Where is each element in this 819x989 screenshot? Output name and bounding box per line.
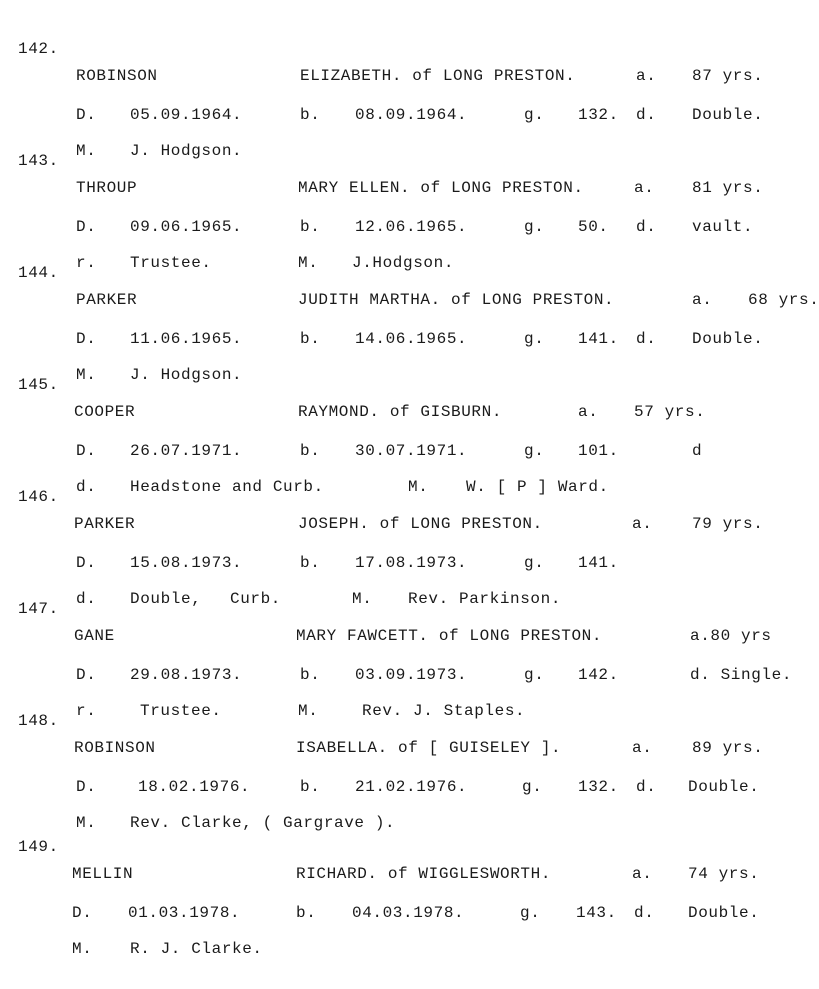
forename-and-place: ISABELLA. of [ GUISELEY ]. bbox=[296, 739, 562, 757]
entry-note: J. Hodgson. bbox=[130, 142, 243, 160]
grave-prefix: g. bbox=[524, 106, 545, 124]
burial-date: 04.03.1978. bbox=[352, 904, 465, 922]
surname: ROBINSON bbox=[74, 739, 156, 757]
death-prefix: D. bbox=[76, 666, 97, 684]
grave-number: 142. bbox=[578, 666, 619, 684]
entry-note: M. bbox=[298, 254, 319, 272]
death-date: 26.07.1971. bbox=[130, 442, 243, 460]
death-prefix: D. bbox=[76, 554, 97, 572]
burial-prefix: b. bbox=[296, 904, 317, 922]
forename-and-place: MARY FAWCETT. of LONG PRESTON. bbox=[296, 627, 603, 645]
age-prefix: a. bbox=[578, 403, 599, 421]
entry-note: r. bbox=[76, 254, 97, 272]
depth-prefix: d. bbox=[636, 778, 657, 796]
entry-note: M. bbox=[76, 142, 97, 160]
entry-note: Trustee. bbox=[140, 702, 222, 720]
burial-prefix: b. bbox=[300, 666, 321, 684]
forename-and-place: JUDITH MARTHA. of LONG PRESTON. bbox=[298, 291, 615, 309]
depth-value: Double. bbox=[688, 778, 760, 796]
surname: ROBINSON bbox=[76, 67, 158, 85]
age: 68 yrs. bbox=[748, 291, 819, 309]
age-prefix: a. bbox=[632, 865, 653, 883]
grave-number: 101. bbox=[578, 442, 619, 460]
entry-note: d. bbox=[76, 590, 97, 608]
entry-note: M. bbox=[408, 478, 429, 496]
forename-and-place: JOSEPH. of LONG PRESTON. bbox=[298, 515, 543, 533]
burial-prefix: b. bbox=[300, 554, 321, 572]
death-prefix: D. bbox=[76, 778, 97, 796]
grave-number: 141. bbox=[578, 330, 619, 348]
depth-value: vault. bbox=[692, 218, 754, 236]
death-date: 15.08.1973. bbox=[130, 554, 243, 572]
burial-date: 30.07.1971. bbox=[355, 442, 468, 460]
entry-note: Rev. Parkinson. bbox=[408, 590, 562, 608]
grave-number: 143. bbox=[576, 904, 617, 922]
entry-note: Headstone and Curb. bbox=[130, 478, 324, 496]
depth-value: Double. bbox=[692, 106, 764, 124]
surname: MELLIN bbox=[72, 865, 134, 883]
depth-value: Double. bbox=[688, 904, 760, 922]
entry-number: 149. bbox=[18, 838, 59, 856]
death-date: 29.08.1973. bbox=[130, 666, 243, 684]
grave-prefix: g. bbox=[524, 442, 545, 460]
death-date: 09.06.1965. bbox=[130, 218, 243, 236]
entry-note: J. Hodgson. bbox=[130, 366, 243, 384]
death-prefix: D. bbox=[76, 330, 97, 348]
forename-and-place: RICHARD. of WIGGLESWORTH. bbox=[296, 865, 552, 883]
entry-number: 147. bbox=[18, 600, 59, 618]
surname: COOPER bbox=[74, 403, 136, 421]
death-prefix: D. bbox=[76, 442, 97, 460]
surname: GANE bbox=[74, 627, 115, 645]
surname: THROUP bbox=[76, 179, 138, 197]
burial-date: 03.09.1973. bbox=[355, 666, 468, 684]
entry-number: 146. bbox=[18, 488, 59, 506]
entry-note: r. bbox=[76, 702, 97, 720]
depth-value: d. Single. bbox=[690, 666, 793, 684]
death-date: 05.09.1964. bbox=[130, 106, 243, 124]
burial-prefix: b. bbox=[300, 778, 321, 796]
age: 81 yrs. bbox=[692, 179, 764, 197]
burial-date: 12.06.1965. bbox=[355, 218, 468, 236]
entry-note: M. bbox=[76, 814, 97, 832]
entry-note: d. bbox=[76, 478, 97, 496]
forename-and-place: RAYMOND. of GISBURN. bbox=[298, 403, 503, 421]
depth-prefix: d. bbox=[636, 330, 657, 348]
age-prefix: a. bbox=[634, 179, 655, 197]
age: 79 yrs. bbox=[692, 515, 764, 533]
entry-note: M. bbox=[72, 940, 93, 958]
grave-number: 132. bbox=[578, 106, 619, 124]
age-prefix: a. bbox=[632, 515, 653, 533]
age: 87 yrs. bbox=[692, 67, 764, 85]
age: 74 yrs. bbox=[688, 865, 760, 883]
entry-number: 143. bbox=[18, 152, 59, 170]
burial-prefix: b. bbox=[300, 442, 321, 460]
entry-note: M. bbox=[352, 590, 373, 608]
depth-value: Double. bbox=[692, 330, 764, 348]
burial-prefix: b. bbox=[300, 330, 321, 348]
depth-prefix: d bbox=[692, 442, 703, 460]
entry-number: 148. bbox=[18, 712, 59, 730]
grave-prefix: g. bbox=[522, 778, 543, 796]
age: 57 yrs. bbox=[634, 403, 706, 421]
entry-note: M. bbox=[298, 702, 319, 720]
forename-and-place: MARY ELLEN. of LONG PRESTON. bbox=[298, 179, 584, 197]
entry-note: Rev. Clarke, ( Gargrave ). bbox=[130, 814, 396, 832]
entry-number: 145. bbox=[18, 376, 59, 394]
depth-prefix: d. bbox=[634, 904, 655, 922]
entry-number: 144. bbox=[18, 264, 59, 282]
burial-date: 14.06.1965. bbox=[355, 330, 468, 348]
grave-prefix: g. bbox=[520, 904, 541, 922]
depth-prefix: d. bbox=[636, 218, 657, 236]
death-date: 01.03.1978. bbox=[128, 904, 241, 922]
entry-note: Trustee. bbox=[130, 254, 212, 272]
grave-number: 141. bbox=[578, 554, 619, 572]
grave-prefix: g. bbox=[524, 330, 545, 348]
death-prefix: D. bbox=[72, 904, 93, 922]
entry-note: J.Hodgson. bbox=[352, 254, 455, 272]
death-prefix: D. bbox=[76, 218, 97, 236]
grave-prefix: g. bbox=[524, 666, 545, 684]
grave-number: 132. bbox=[578, 778, 619, 796]
burial-date: 08.09.1964. bbox=[355, 106, 468, 124]
death-date: 11.06.1965. bbox=[130, 330, 243, 348]
grave-prefix: g. bbox=[524, 554, 545, 572]
death-date: 18.02.1976. bbox=[138, 778, 251, 796]
entry-number: 142. bbox=[18, 40, 59, 58]
death-prefix: D. bbox=[76, 106, 97, 124]
age-prefix: a. bbox=[636, 67, 657, 85]
surname: PARKER bbox=[74, 515, 136, 533]
entry-note: Double, bbox=[130, 590, 202, 608]
burial-prefix: b. bbox=[300, 218, 321, 236]
entry-note: Curb. bbox=[230, 590, 282, 608]
burial-date: 17.08.1973. bbox=[355, 554, 468, 572]
entry-note: W. [ P ] Ward. bbox=[466, 478, 609, 496]
forename-and-place: ELIZABETH. of LONG PRESTON. bbox=[300, 67, 576, 85]
burial-prefix: b. bbox=[300, 106, 321, 124]
surname: PARKER bbox=[76, 291, 138, 309]
age-prefix: a. bbox=[632, 739, 653, 757]
age: a.80 yrs bbox=[690, 627, 772, 645]
grave-number: 50. bbox=[578, 218, 609, 236]
depth-prefix: d. bbox=[636, 106, 657, 124]
entry-note: M. bbox=[76, 366, 97, 384]
entry-note: R. J. Clarke. bbox=[130, 940, 263, 958]
age: 89 yrs. bbox=[692, 739, 764, 757]
grave-prefix: g. bbox=[524, 218, 545, 236]
burial-date: 21.02.1976. bbox=[355, 778, 468, 796]
entry-note: Rev. J. Staples. bbox=[362, 702, 526, 720]
age-prefix: a. bbox=[692, 291, 713, 309]
